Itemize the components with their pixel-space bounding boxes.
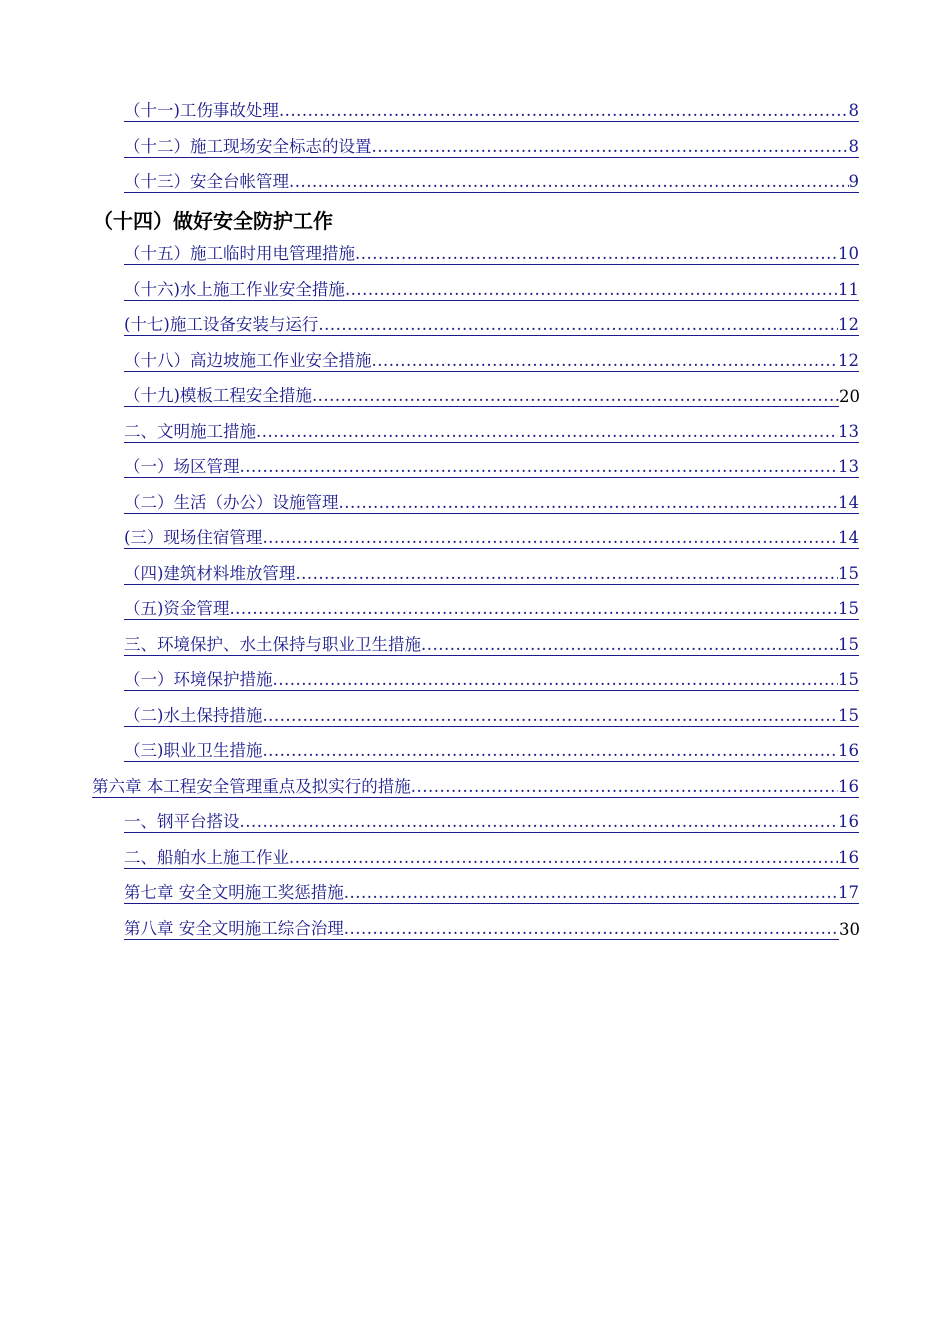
toc-entry-label: 二、文明施工措施 [124,422,256,441]
toc-leader-dots [372,137,849,158]
toc-entry-label: （十三）安全台帐管理 [124,172,289,191]
toc-entry[interactable] [124,561,859,585]
toc-leader-dots [229,599,838,620]
toc-entry-label: （二)水土保持措施 [124,706,263,725]
toc-entry-label: （十六)水上施工作业安全措施 [124,280,345,299]
toc-entry-label: （二）生活（办公）设施管理 [124,493,339,512]
toc-leader-dots [279,101,849,122]
toc-entry[interactable] [124,845,859,869]
toc-entry-page: 9 [848,172,859,191]
toc-entry[interactable] [124,916,860,940]
toc-leader-dots [345,280,838,301]
toc-leader-dots [289,848,838,869]
toc-leader-dots [372,351,839,372]
toc-entry-page: 20 [839,387,860,406]
toc-leader-dots [421,635,838,656]
toc-leader-dots [240,812,839,833]
toc-entry-page: 12 [838,315,859,334]
toc-entry[interactable] [124,312,859,336]
toc-entry-label: （十九)模板工程安全措施 [124,386,312,405]
toc-leader-dots [262,741,838,762]
toc-entry-label: 第七章 安全文明施工奖惩措施 [124,883,344,902]
toc-entry-page: 30 [839,920,860,939]
toc-entry-label: 一、钢平台搭设 [124,812,240,831]
toc-entry[interactable] [124,880,859,904]
toc-entry-label: 第六章 本工程安全管理重点及拟实行的措施 [92,777,411,796]
toc-entry-page: 17 [838,883,859,902]
toc-leader-dots [355,244,838,265]
toc-entry-label: 第八章 安全文明施工综合治理 [124,919,344,938]
toc-leader-dots [318,315,838,336]
toc-entry[interactable] [124,383,860,407]
toc-leader-dots [256,422,838,443]
toc-entry-label: (三）现场住宿管理 [124,528,263,547]
toc-leader-dots [262,528,838,549]
toc-entry-page: 16 [838,777,859,796]
toc-entry-label: （十二）施工现场安全标志的设置 [124,137,372,156]
toc-entry-page: 16 [838,848,859,867]
toc-entry-label: （十五）施工临时用电管理措施 [124,244,355,263]
toc-entry[interactable] [124,738,859,762]
toc-entry[interactable] [124,703,859,727]
toc-entry[interactable] [124,419,859,443]
toc-entry[interactable] [92,774,859,798]
toc-entry-page: 13 [838,457,859,476]
toc-leader-dots [411,777,838,798]
toc-leader-dots [240,457,839,478]
toc-entry-label: （十八）高边坡施工作业安全措施 [124,351,372,370]
toc-entry[interactable] [124,525,859,549]
toc-leader-dots [295,564,838,585]
toc-entry[interactable] [124,667,859,691]
toc-entry-page: 16 [838,741,859,760]
toc-leader-dots [273,670,839,691]
toc-entry-page: 15 [838,599,859,618]
toc-entry[interactable] [124,454,859,478]
toc-entry[interactable] [124,277,859,301]
toc-entry-page: 8 [848,137,859,156]
toc-entry[interactable] [124,134,859,158]
toc-entry-page: 11 [838,280,859,299]
toc-entry-page: 14 [838,493,859,512]
toc-entry-page: 15 [838,670,859,689]
toc-entry-page: 15 [838,706,859,725]
toc-entry-label: 三、环境保护、水土保持与职业卫生措施 [124,635,421,654]
toc-entry-page: 15 [838,564,859,583]
toc-entry-label: 二、船舶水上施工作业 [124,848,289,867]
toc-entry-page: 14 [838,528,859,547]
toc-entry-page: 16 [838,812,859,831]
toc-entry-page: 8 [848,101,859,120]
toc-entry[interactable] [124,98,859,122]
toc-entry[interactable] [124,348,859,372]
toc-entry[interactable] [124,809,859,833]
toc-entry-label: （一）场区管理 [124,457,240,476]
toc-entry-label: (十七)施工设备安装与运行 [124,315,319,334]
toc-entry[interactable] [124,490,859,514]
toc-entry-label: （四)建筑材料堆放管理 [124,564,296,583]
toc-entry-page: 15 [838,635,859,654]
toc-entry-label: （十一)工伤事故处理 [124,101,279,120]
toc-entry[interactable] [124,169,859,193]
toc-entry-page: 10 [838,244,859,263]
toc-leader-dots [312,386,839,407]
toc-leader-dots [344,883,838,904]
toc-entry-label: （五)资金管理 [124,599,230,618]
toc-leader-dots [339,493,839,514]
toc-entry-label: （三)职业卫生措施 [124,741,263,760]
toc-entry[interactable] [124,632,859,656]
toc-entry-label: （一）环境保护措施 [124,670,273,689]
toc-leader-dots [344,919,839,940]
toc-entry[interactable] [124,596,859,620]
section-heading: （十四）做好安全防护工作 [93,209,333,233]
toc-leader-dots [289,172,849,193]
toc-entry[interactable] [124,241,859,265]
toc-leader-dots [262,706,838,727]
toc-entry-page: 13 [838,422,859,441]
toc-entry-page: 12 [838,351,859,370]
